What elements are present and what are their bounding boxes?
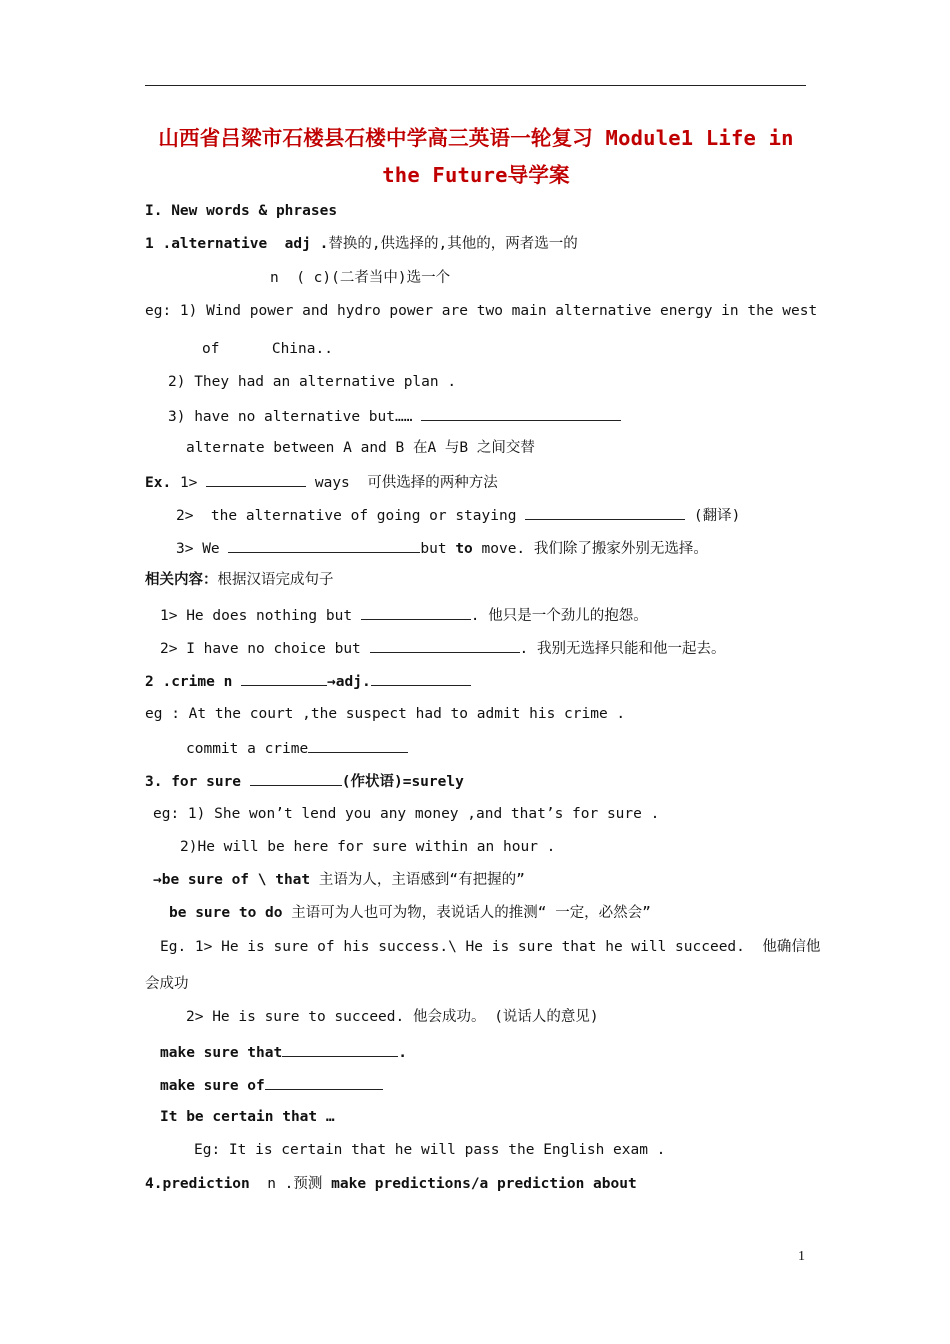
word1-example-3-text: 3) have no alternative but……: [168, 409, 413, 425]
word3-note: (作状语)=surely: [341, 774, 464, 790]
exercise-3-text-b: but: [420, 541, 456, 557]
word3-example-2: 2)He will be here for sure within an hour .: [180, 839, 556, 855]
related-text: 根据汉语完成句子: [217, 572, 334, 588]
related-2-text: 2> I have no choice but: [160, 641, 370, 657]
exercise-2-note: (翻译): [685, 508, 741, 524]
answer-blank[interactable]: [370, 637, 520, 653]
word4-definition: n .预测: [249, 1176, 332, 1192]
word3-term: 3. for sure: [145, 774, 250, 790]
be-sure-of-cn: 主语为人，主语感到“有把握的”: [310, 872, 525, 888]
answer-blank[interactable]: [241, 670, 327, 686]
exercise-2: [176, 504, 740, 526]
answer-blank[interactable]: [361, 604, 471, 620]
be-sure-of-line: [153, 870, 525, 890]
answer-blank[interactable]: [371, 670, 471, 686]
word1-example-3: [168, 405, 621, 427]
be-sure-to-term: be sure to do: [169, 905, 283, 921]
make-sure-of-line: [160, 1074, 383, 1096]
word3-example-1: eg: 1) She won’t lend you any money ,and that’s for sure .: [153, 806, 660, 822]
word2-commit-text: commit a crime: [186, 741, 309, 757]
word1-definition: 替换的,供选择的,其他的，两者选一的: [328, 236, 578, 252]
exercise-1-num: 1>: [179, 475, 198, 491]
related-1-text: 1> He does nothing but: [160, 608, 361, 624]
answer-blank[interactable]: [282, 1041, 398, 1057]
exercise-3-text-a: 3> We: [176, 541, 229, 557]
it-be-certain-line: It be certain that …: [160, 1109, 335, 1125]
exercise-3-text-c: move. 我们除了搬家外别无选择。: [472, 541, 708, 557]
related-1: [160, 604, 648, 626]
word4-phrase: make predictions/a prediction about: [331, 1176, 637, 1192]
section-heading: I. New words & phrases: [145, 203, 338, 219]
word2-commit: [186, 737, 408, 759]
exercise-2-text: 2> the alternative of going or staying: [176, 508, 526, 524]
related-1-cn: . 他只是一个劲儿的抱怨。: [470, 608, 648, 624]
page-title: 山西省吕梁市石楼县石楼中学高三英语一轮复习 Module1 Life in the Future导学案: [158, 126, 794, 187]
exercise-3: [176, 537, 708, 559]
word1-example-2: 2) They had an alternative plan .: [168, 374, 457, 390]
word2-example: eg : At the court ,the suspect had to admit his crime .: [145, 706, 626, 722]
word2-adj-label: →adj.: [327, 674, 371, 690]
word1-example-1-cont: of China..: [202, 341, 333, 357]
it-be-certain-example: Eg: It is certain that he will pass the English exam .: [194, 1142, 666, 1158]
word2-heading: [145, 670, 471, 692]
related-heading: [145, 570, 334, 590]
word3-example-3: Eg. 1> He is sure of his success.\ He is sure that he will succeed. 他确信他: [160, 939, 821, 955]
answer-blank[interactable]: [421, 405, 621, 421]
make-sure-that-term: make sure that: [160, 1045, 283, 1061]
related-2: [160, 637, 725, 659]
exercise-3-to: to: [455, 541, 473, 557]
header-rule: [145, 85, 806, 86]
be-sure-of-term: →be sure of \ that: [153, 872, 311, 888]
make-sure-of-term: make sure of: [160, 1078, 265, 1094]
be-sure-to-cn: 主语可为人也可为物，表说话人的推测“ 一定，必然会”: [282, 905, 651, 921]
word1-noun-line: n ( c)(二者当中)选一个: [270, 270, 451, 286]
exercise-1-text: ways 可供选择的两种方法: [306, 475, 498, 491]
make-sure-that-end: .: [398, 1045, 407, 1061]
word1-heading: [145, 234, 578, 254]
related-label: 相关内容：: [145, 572, 218, 588]
word2-term: 2 .crime n: [145, 674, 242, 690]
word3-example-4: 2> He is sure to succeed. 他会成功。 (说话人的意见): [186, 1009, 599, 1025]
answer-blank[interactable]: [206, 471, 306, 487]
word1-alternate: alternate between A and B 在A 与B 之间交替: [186, 440, 535, 456]
related-2-cn: . 我别无选择只能和他一起去。: [519, 641, 726, 657]
answer-blank[interactable]: [228, 537, 420, 553]
exercise-label: Ex.: [145, 475, 172, 491]
word1-term: 1 .alternative adj .: [145, 236, 329, 252]
word3-example-3-cont: 会成功: [145, 976, 189, 992]
word4-term: 4.prediction: [145, 1176, 250, 1192]
answer-blank[interactable]: [250, 770, 342, 786]
answer-blank[interactable]: [308, 737, 408, 753]
word1-example-1: eg: 1) Wind power and hydro power are two main alternative energy in the west: [145, 303, 818, 319]
word3-heading: [145, 770, 464, 792]
answer-blank[interactable]: [525, 504, 685, 520]
make-sure-that-line: [160, 1041, 407, 1063]
exercise-1: [145, 471, 498, 493]
page-number: 1: [798, 1249, 805, 1264]
be-sure-to-line: [169, 903, 651, 923]
word4-heading: [145, 1174, 637, 1194]
answer-blank[interactable]: [265, 1074, 383, 1090]
